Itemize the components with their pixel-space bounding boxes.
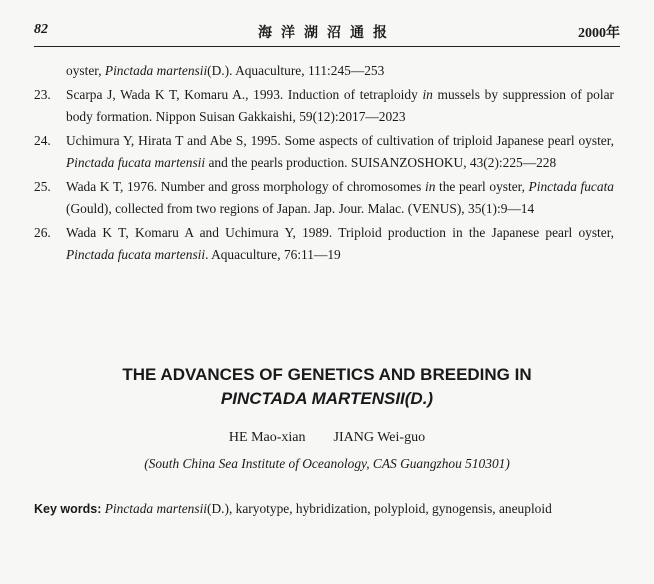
reference-number: 26. xyxy=(34,225,51,240)
reference-list xyxy=(34,60,614,266)
article-title xyxy=(34,363,620,411)
reference-number: 23. xyxy=(34,87,51,102)
issue-year: 2000年 xyxy=(578,26,620,41)
author-name: JIANG Wei-guo xyxy=(333,430,426,445)
reference-item: 24. Uchimura Y, Hirata T and Abe S, 1995. Some aspects of cultivation of triploid Japanese pearl oyster, Pinctada fucata martensii and the pearls production. SUISANZOSHOKU, 43(2):225—228 xyxy=(34,130,614,174)
keywords-list: (D.), karyotype, hybridization, polyploid, gynogensis, aneuploid xyxy=(207,501,552,516)
journal-title: 海洋湖沼通报 xyxy=(258,26,396,41)
author-line xyxy=(34,430,620,446)
reference-number: 25. xyxy=(34,179,51,194)
reference-item: 25. Wada K T, 1976. Number and gross morphology of chromosomes in the pearl oyster, Pinctada fucata (Gould), collected from two regions of Japan. Jap. Jour. Malac. (VENUS), 35(1):9—14 xyxy=(34,176,614,220)
title-line-2: PINCTADA MARTENSII(D.) xyxy=(220,389,434,408)
reference-item: 26. Wada K T, Komaru A and Uchimura Y, 1989. Triploid production in the Japanese pearl oyster, Pinctada fucata martensii. Aquaculture, 76:11—19 xyxy=(34,222,614,266)
keywords-label: Key words: xyxy=(34,502,102,516)
affiliation: (South China Sea Institute of Oceanology, CAS Guangzhou 510301) xyxy=(144,456,510,471)
author-name: HE Mao-xian xyxy=(228,430,306,445)
reference-item: oyster, Pinctada martensii(D.). Aquaculture, 111:245—253 xyxy=(66,63,385,78)
keywords-species: Pinctada martensii xyxy=(104,501,208,516)
title-line-1: THE ADVANCES OF GENETICS AND BREEDING IN xyxy=(122,365,532,384)
keywords xyxy=(34,498,614,520)
running-header xyxy=(34,22,620,46)
page-number: 82 xyxy=(34,22,48,37)
reference-item: 23. Scarpa J, Wada K T, Komaru A., 1993. Induction of tetraploidy in mussels by suppression of polar body formation. Nippon Suisan Gakkaishi, 59(12):2017—2023 xyxy=(34,84,614,128)
reference-number: 24. xyxy=(34,133,51,148)
header-rule xyxy=(34,46,620,47)
